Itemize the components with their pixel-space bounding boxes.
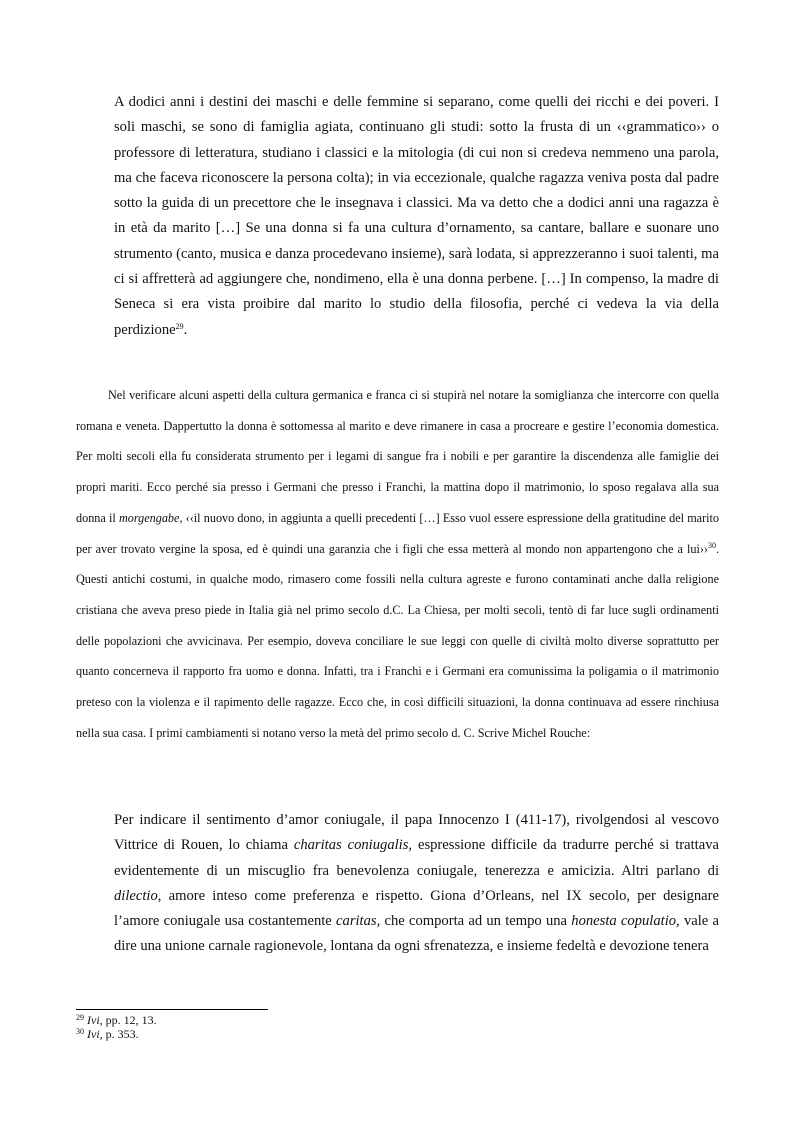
quote-1-end: . — [183, 321, 188, 338]
footnote-source: Ivi, — [87, 1027, 103, 1041]
footnote-source: Ivi, — [87, 1013, 103, 1027]
quote-2-text-e: , amore inteso come preferenza e rispetto. Giona d’Orleans, nel IX secolo, per designare l’amore coniugale usa costantemente — [114, 887, 719, 930]
footnote-ref-29[interactable]: 29 — [175, 321, 184, 331]
block-quote-2 — [114, 808, 719, 960]
footnote-separator — [76, 1009, 268, 1010]
quote-1-text: A dodici anni i destini dei maschi e delle femmine si separano, come quelli dei ricchi e dei poveri. I soli maschi, se sono di famiglia agiata, continuano gli studi: sotto la frusta di un ‹‹grammatico›› o professore di letteratura, studiano i classici e la mitologia (di cui non si credeva nemmeno una parola, ma che faceva riconoscere la persona colta); in via eccezionale, qualche ragazza veniva posta dal padre sotto la guida di un precettore che le insegnava i classici. Ma va detto che a dodici anni una ragazza è in età da marito […] Se una donna si fa una cultura d’ornamento, sa cantare, ballare e suonare uno strumento (canto, musica e danza procedevano insieme), sarà lodata, si apprezzeranno i suoi talenti, ma ci si affretterà ad aggiungere che, nondimeno, ella è una donna perbene. […] In compenso, la madre di Seneca si era vista proibire dal marito lo studio della filosofia, perché ci vedeva la via della perdizione — [114, 94, 719, 338]
footnote-number: 30 — [76, 1027, 84, 1036]
footnote-text: pp. 12, 13. — [102, 1013, 157, 1027]
quote-2-text-g: che comporta ad un tempo una — [380, 913, 572, 930]
footnotes — [76, 1013, 157, 1041]
body-text-part-3: . Questi antichi costumi, in qualche modo, rimasero come fossili nella cultura agreste e furono contaminati anche dalla religione cristiana che aveva preso piede in Italia già nel primo secolo d.C. La Chiesa, per molti secoli, tentò di far luce sugli ordinamenti delle popolazioni che avvicinava. Per esempio, doveva conciliare le sue leggi con quelle di civiltà molto diverse soprattutto per quanto concerneva il rapporto fra uomo e donna. Infatti, tra i Franchi e i Germani era comunissima la poligamia o il matrimonio preteso con la violenza e il rapimento delle ragazze. Ecco che, in così difficili situazioni, la donna continuava ad essere rinchiusa nella sua casa. I primi cambiamenti si notano verso la metà del primo secolo d. C. Scrive Michel Rouche: — [76, 541, 719, 740]
quote-2-text-a: Per indicare il sentimento d’amor coniugale, il papa Innocenzo I (411-17), rivolgendosi al vescovo Vittrice di Rouen, lo chiama — [114, 812, 719, 854]
body-paragraph — [76, 380, 719, 748]
footnote-ref-30[interactable]: 30 — [707, 540, 716, 550]
body-text-part-1: Nel verificare alcuni aspetti della cultura germanica e franca ci si stupirà nel notare la somiglianza che intercorre con quella romana e veneta. Dappertutto la donna è sottomessa al marito e deve rimanere in casa a procreare e gestire l’economia domestica. Per molti secoli ella fu considerata strumento per i legami di sangue fra i nobili e per garantire la discendenza alle famiglie dei propri mariti. Ecco perché sia presso i Germani che presso i Franchi, la mattina dopo il matrimonio, lo sposo regalava alla sua donna il — [76, 388, 719, 525]
body-text-part-2: , ‹‹il nuovo dono, in aggiunta a quelli precedenti […] Esso vuol essere espressione della gratitudine del marito per aver trovato vergine la sposa, ed è quindi una garanzia che i figli che essa metterà al mondo non appartengono che a lui›› — [76, 510, 720, 556]
footnote-30 — [76, 1027, 157, 1041]
footnote-29 — [76, 1013, 157, 1027]
footnote-number: 29 — [76, 1013, 84, 1022]
quote-2-text-i: vale a dire una unione carnale ragionevole, lontana da ogni sfrenatezza, e insieme fedeltà e devozione tenera — [114, 913, 719, 955]
term-honesta-copulatio: honesta copulatio, — [571, 913, 680, 930]
term-morgengabe: morgengabe — [118, 510, 180, 525]
quote-2-text-c: espressione difficile da tradurre perché si trattava evidentemente di un miscuglio fra benevolenza coniugale, tenerezza e amicizia. Altri parlano di — [114, 837, 719, 879]
term-caritas: caritas, — [336, 913, 381, 930]
footnote-text: p. 353. — [102, 1027, 139, 1041]
term-charitas-coniugalis: charitas coniugalis, — [293, 837, 413, 854]
term-dilectio: dilectio — [114, 887, 158, 904]
block-quote-1 — [114, 90, 719, 343]
